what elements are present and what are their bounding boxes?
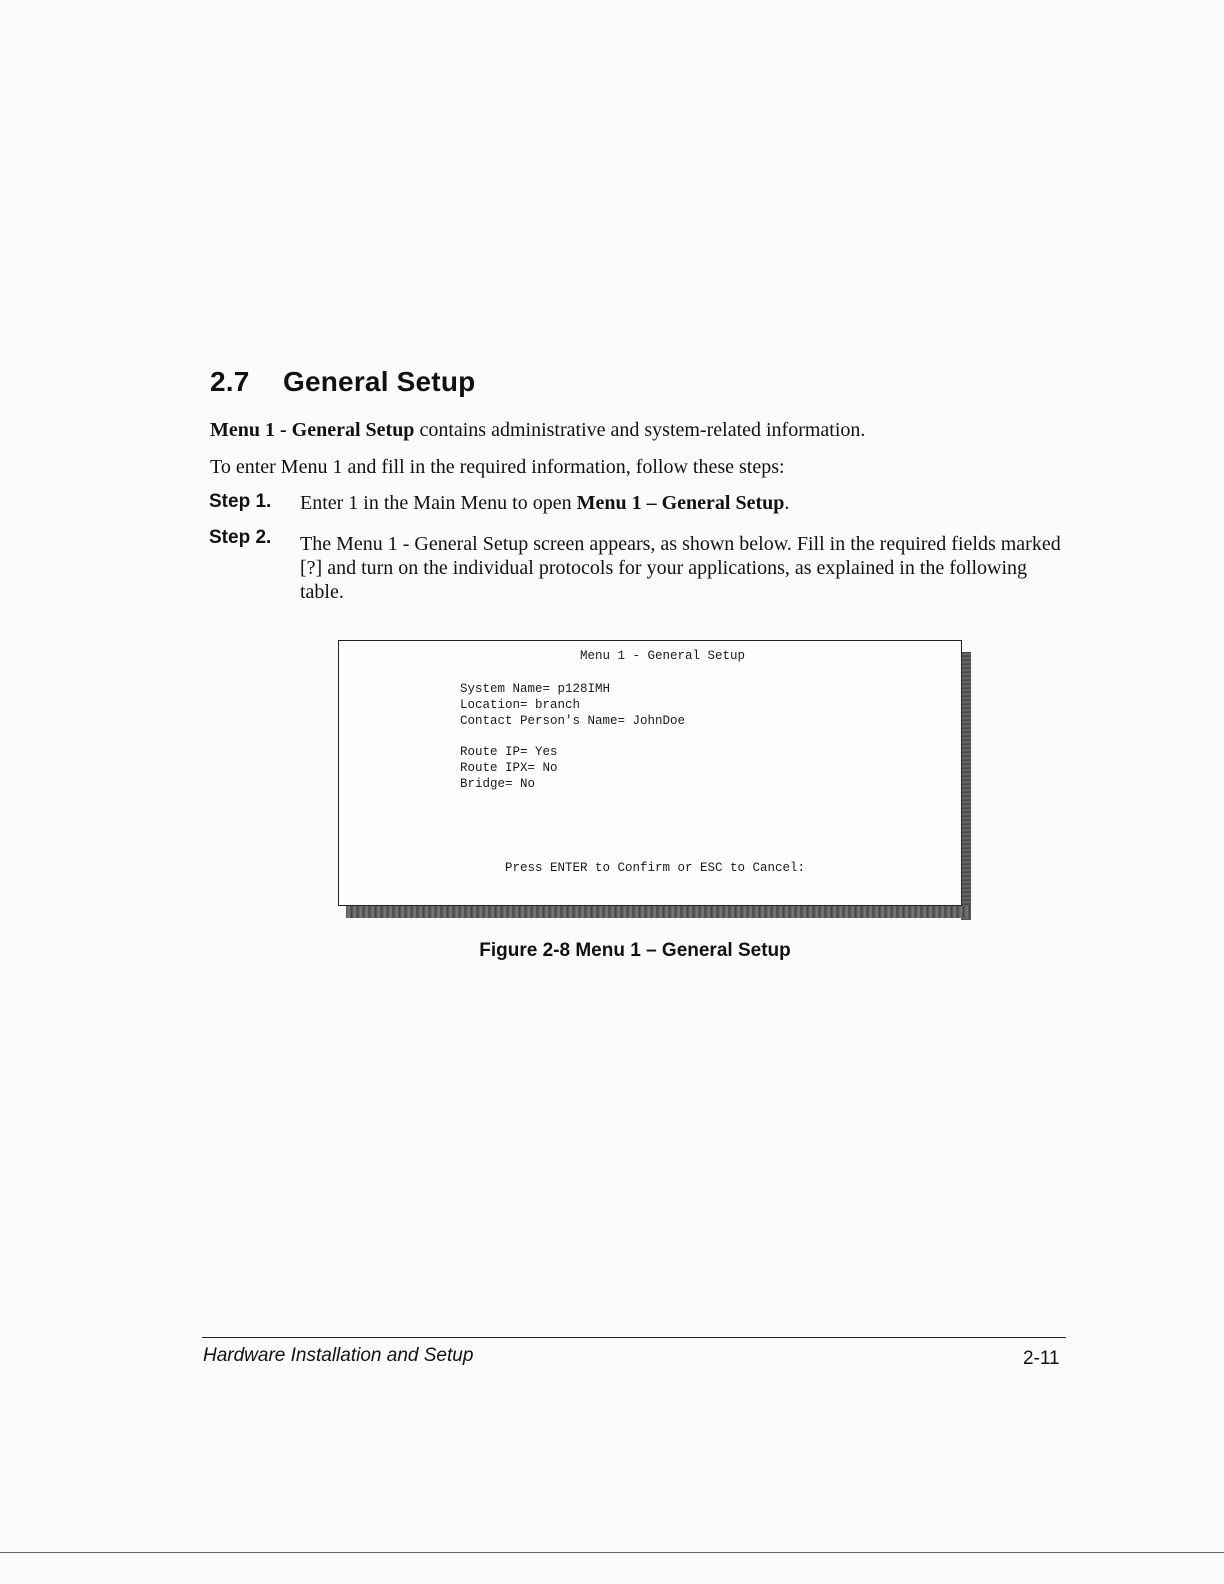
step-1-text [300,491,1070,515]
terminal-screen [338,640,962,906]
instruction-paragraph: To enter Menu 1 and fill in the required information, follow these steps: [210,456,785,478]
step-1-text-bold: Menu 1 – General Setup [576,492,785,514]
section-number: 2.7 [210,366,250,397]
intro-paragraph [210,418,865,442]
footer-title: Hardware Installation and Setup [203,1345,474,1366]
route-ipx-field: Route IPX= No [460,761,558,775]
step-2-text: The Menu 1 - General Setup screen appears, as shown below. Fill in the required fields marked [?] and turn on the individual protocols for your applications, as explained in the following table. [300,533,1061,603]
terminal-shadow-right [961,652,971,920]
section-title: General Setup [283,366,476,397]
route-ip-field: Route IP= Yes [460,745,558,759]
terminal-title: Menu 1 - General Setup [580,649,746,663]
step-2-label: Step 2. [209,527,272,548]
contact-field: Contact Person's Name= JohnDoe [460,714,686,728]
intro-rest: contains administrative and system-related information. [414,419,866,441]
bridge-field: Bridge= No [460,777,536,791]
terminal-shadow-bottom [346,906,971,918]
step-1-text-tail: . [784,492,790,514]
section-heading [210,366,475,398]
footer-rule [202,1337,1066,1338]
scan-edge-line [0,1552,1224,1553]
page-number: 2-11 [1023,1348,1060,1369]
step-1-text-plain: Enter 1 in the Main Menu to open [300,492,577,514]
figure-caption: Figure 2-8 Menu 1 – General Setup [479,940,791,961]
system-name-field: System Name= p128IMH [460,682,611,696]
step-1-label: Step 1. [209,491,272,512]
intro-bold: Menu 1 - General Setup [210,419,415,441]
location-field: Location= branch [460,698,581,712]
terminal-prompt: Press ENTER to Confirm or ESC to Cancel: [505,861,806,875]
